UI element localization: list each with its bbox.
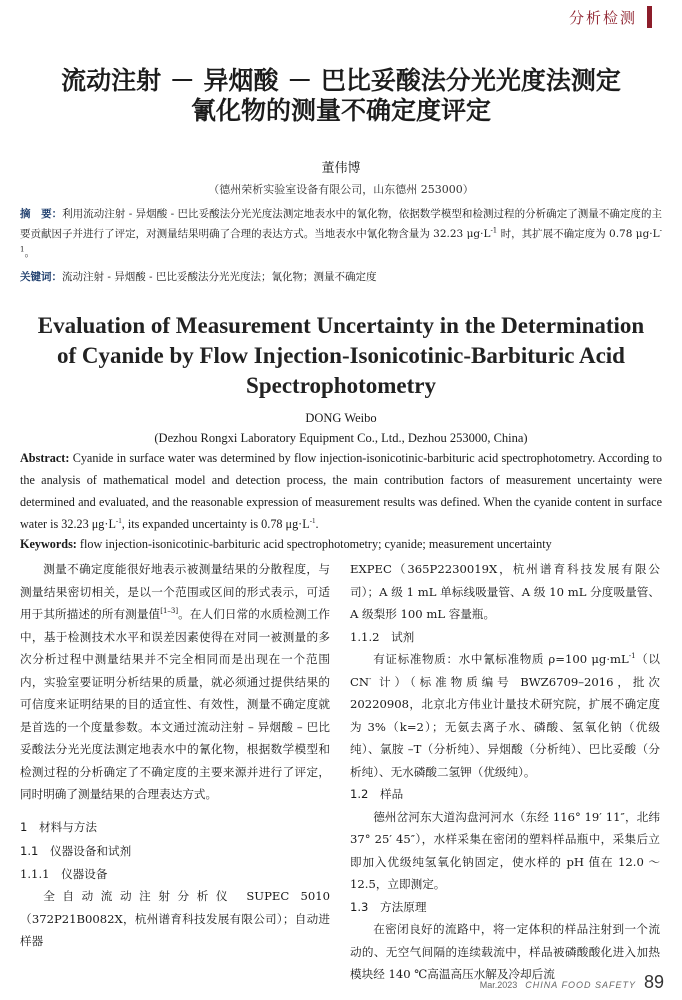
- abstract-en-sup-2: -1: [309, 516, 316, 525]
- superscript: -: [369, 674, 372, 683]
- affiliation-en: (Dezhou Rongxi Laboratory Equipment Co., Ltd., Dezhou 253000, China): [154, 431, 528, 445]
- heading-materials-methods: 1 材料与方法: [20, 819, 97, 834]
- body-text: （以 CN: [350, 652, 660, 689]
- body-column-left: [20, 558, 330, 953]
- body-column-right: [350, 558, 660, 986]
- abstract-cn-label: 摘 要：: [20, 208, 63, 220]
- abstract-cn-text-mid: 时，其扩展不确定度为 0.78 μg·L: [497, 227, 660, 240]
- author-en: DONG Weibo: [305, 411, 377, 425]
- heading-method-principle: 1.3 方法原理: [350, 899, 427, 914]
- body-paragraph: [350, 648, 660, 783]
- section-label-bar: [647, 6, 652, 28]
- title-en-line-2: of Cyanide by Flow Injection-Isonicotinic-Barbituric Acid: [57, 343, 625, 368]
- footer-journal: CHINA FOOD SAFETY: [525, 980, 636, 990]
- heading-reagents: 1.1.2 试剂: [350, 629, 415, 644]
- citation: [1–3]: [160, 607, 179, 616]
- body-paragraph: EXPEC（365P2230019X，杭州谱育科技发展有限公司）；A 级 1 mL 单标线吸量管、A 级 10 mL 分度吸量管、A 级梨形 100 mL 容量瓶。: [350, 562, 660, 621]
- keywords-cn: [20, 268, 662, 288]
- heading-instruments: 1.1.1 仪器设备: [20, 866, 108, 881]
- abstract-en-text-mid: , its expanded uncertainty is 0.78 μg·L: [121, 517, 310, 531]
- abstract-cn-text-end: 。: [24, 247, 35, 259]
- body-text: 计）（标准物质编号 BWZ6709–2016，批次 20220908，北京北方伟业计量技术研究院，扩展不确定度为 3%（k=2）；无氨去离子水、磷酸、氢氧化钠（优级纯）、氯胺 –T（分析纯）、异烟酸（分析纯）、巴比妥酸（分析纯）、无水磷酸二氢钾（优级纯）。: [350, 674, 660, 779]
- abstract-en-text-end: .: [315, 517, 319, 531]
- keywords-en: [20, 533, 662, 555]
- page-footer: [480, 972, 664, 993]
- author-cn: 董伟博: [321, 161, 361, 176]
- body-paragraph: 在密闭良好的流路中，将一定体积的样品注射到一个流动的、无空气间隔的连续载流中，样品被磷酸酸化进入加热模块经 140 ℃高温高压水解及冷却后流: [350, 922, 660, 981]
- section-label-text: 分析检测: [568, 8, 637, 27]
- body-text: 测量不确定度能很好地表示被测量结果的分散程度，与测量结果密切相关，是以一个范围或区间的形式表示，可适用于其所描述的所有测量值: [20, 562, 330, 621]
- section-label: [569, 6, 652, 28]
- page-number: 89: [643, 972, 664, 992]
- abstract-cn: [20, 205, 662, 264]
- abstract-en-text: Cyanide in surface water was determined by flow injection-isonicotinic-barbituric acid spectrophotometry. According to the analysis of mathematical model and detection process, the main contribution factors of measurement uncertainty were determined and evaluated, and the reasonable expression of measurement results was defined. When the cyanide content in surface water is 32.23 μg·L: [20, 451, 662, 531]
- keywords-en-text: flow injection-isonicotinic-barbituric acid spectrophotometry; cyanide; measurement uncertainty: [76, 537, 552, 551]
- keywords-cn-text: 流动注射 - 异烟酸 - 巴比妥酸法分光光度法；氰化物；测量不确定度: [62, 271, 377, 283]
- title-en-line-1: Evaluation of Measurement Uncertainty in the Determination: [37, 313, 645, 338]
- abstract-en-label: Abstract:: [20, 451, 70, 465]
- body-paragraph: 全自动流动注射分析仪 SUPEC 5010（372P21B0082X，杭州谱育科技发展有限公司）；自动进样器: [20, 889, 330, 948]
- title-cn-line-1: 流动注射 － 异烟酸 － 巴比妥酸法分光光度法测定: [61, 66, 621, 95]
- title-cn-line-2: 氰化物的测量不确定度评定: [190, 96, 491, 125]
- abstract-cn-sup-1: -1: [490, 226, 498, 234]
- heading-samples: 1.2 样品: [350, 787, 404, 801]
- abstract-en-sup-1: -1: [115, 516, 122, 525]
- keywords-en-label: Keywords:: [20, 537, 77, 551]
- footer-date: Mar.2023: [479, 980, 518, 990]
- abstract-en: [20, 447, 662, 535]
- body-paragraph: 德州岔河东大道沟盘河河水（东经 116° 19′ 11″，北纬 37° 25′ 45″），水样采集在密闭的塑料样品瓶中，采集后立即加入优级纯氢氧化钠固定，使水样的 pH 值在 12.0 ～ 12.5，立即测定。: [350, 809, 660, 891]
- body-paragraph: [20, 558, 330, 806]
- title-en-line-3: Spectrophotometry: [246, 373, 436, 398]
- keywords-cn-label: 关键词：: [20, 271, 62, 283]
- body-text: 有证标准物质：水中氰标准物质 ρ=100 μg·mL: [373, 652, 629, 666]
- heading-instruments-reagents: 1.1 仪器设备和试剂: [20, 844, 132, 858]
- abstract-cn-sup-2: -1: [20, 226, 662, 254]
- superscript: -1: [628, 652, 636, 661]
- abstract-cn-text: 利用流动注射 - 异烟酸 - 巴比妥酸法分光光度法测定地表水中的氰化物，依据数学模型和检测过程的分析确定了测量不确定度的主要贡献因子并进行了评定，对测量结果明确了合理的表达方式。当地表水中氰化物含量为 32.23 μg·L: [20, 208, 662, 240]
- affiliation-cn: （德州荣析实验室设备有限公司，山东德州 253000）: [208, 183, 474, 196]
- body-text: 。在人们日常的水质检测工作中，基于检测技术水平和误差因素使得在对同一被测量的多次分析过程中测量结果并不完全相同而是出现在一个范围内，实验室要证明分析结果的质量，就必须通过提供结果的可信度来证明结果的目的适宜性、有效性，测量不确定度就是首选的一个度量参数。本文通过流动注射 – 异烟酸 – 巴比妥酸法分光光度法测定地表水中的氰化物，根据数学模型和检测过程的分析确定了不确定度的主要来源并进行了评定，同时明确了测量结果的合理表达方式。: [20, 607, 330, 801]
